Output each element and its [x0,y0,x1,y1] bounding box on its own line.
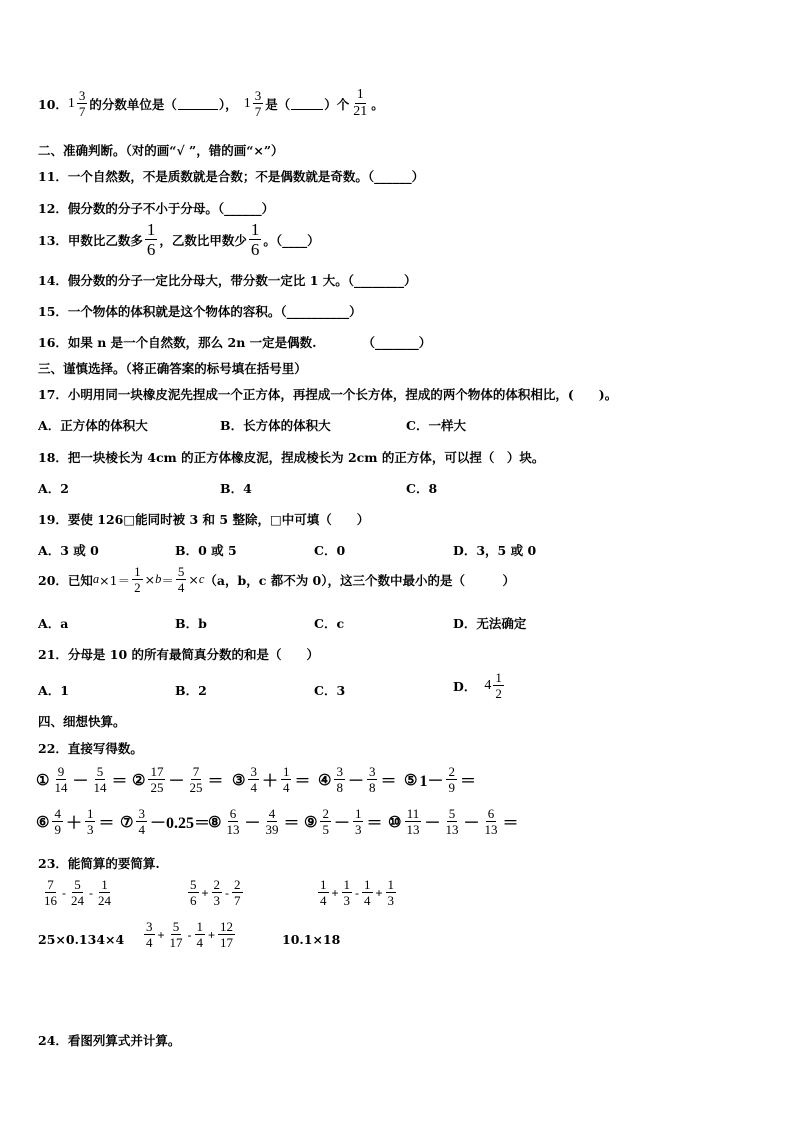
q22-item-4 [318,765,397,794]
numerator: 17 [150,764,164,779]
q20-text-1: 20．已知 [38,572,93,588]
operator: - [62,885,66,900]
numerator: 7 [47,877,54,892]
q22-item-10 [388,807,520,836]
numerator: 2 [213,877,221,892]
equals: ＝ [111,773,128,790]
question-24: 24．看图列算式并计算。 [38,1033,181,1048]
q13-text-3: 。（____） [263,232,320,248]
denominator: 25 [150,780,164,795]
q21-mixed-number [484,671,506,700]
answer-blank[interactable] [178,98,218,110]
numerator: 5 [96,764,104,779]
numerator: 2 [234,877,241,892]
denominator: 21 [353,104,368,119]
denominator: 24 [71,893,84,908]
denominator: 7 [234,893,241,908]
denominator: 17 [220,935,234,950]
q10-text-5: 。 [371,96,384,112]
denominator: 6 [146,240,156,259]
q22-item-9 [304,807,383,836]
q18-option-a[interactable]: A．2 [38,481,69,496]
variable-a: a [92,572,100,586]
q20-option-d[interactable]: D．无法确定 [453,616,527,631]
numerator: 5 [74,877,81,892]
question-20-stem [38,565,515,594]
operator: + [375,885,383,900]
item-number: ④ [318,770,332,789]
operator: + [208,927,216,942]
q23-expression-4: 25×0.134×4 [38,932,125,947]
operator: + [331,885,339,900]
equals: ＝ [294,773,311,790]
denominator: 4 [282,780,290,795]
q23-expression-3 [316,878,398,907]
denominator: 5 [322,822,329,837]
operator: ＋ [261,773,278,790]
q19-option-d[interactable]: D．3，5 或 0 [453,543,537,558]
q16-answer-blank: （_______） [362,335,432,350]
operator: + [157,927,165,942]
item-number: ⑧ [208,812,222,831]
variable-b: b [155,572,162,586]
denominator: 13 [484,822,498,837]
numerator: 5 [190,877,197,892]
denominator: 14 [93,780,107,795]
numerator: 3 [78,88,86,103]
operator: - [355,885,360,900]
q23-expression-1 [40,878,115,907]
denominator: 7 [254,104,262,119]
denominator: 3 [213,893,221,908]
q16-text: 16．如果 n 是一个自然数，那么 2n 一定是偶数. [38,335,317,350]
denominator: 3 [86,822,94,837]
numerator: 9 [57,764,65,779]
denominator: 8 [368,780,376,795]
item-number: ⑥ [36,812,50,831]
denominator: 4 [320,893,327,908]
section-4-heading: 四、细想快算。 [38,714,126,729]
q19-option-b[interactable]: B．0 或 5 [175,543,237,558]
denominator: 7 [78,104,86,119]
q22-item-6 [36,807,115,836]
numerator: 4 [54,806,61,821]
denominator: 17 [169,935,183,950]
denominator: 14 [54,780,68,795]
q10-text-3: 是（ [265,96,291,112]
numerator: 5 [172,919,180,934]
numerator: 3 [146,919,153,934]
q20-text-2: （a，b，c 都不为 0），这三个数中最小的是（ ） [204,572,515,588]
question-18-stem: 18．把一块棱长为 4cm 的正方体橡皮泥，捏成棱长为 2cm 的正方体，可以捏（ ）块。 [38,450,545,465]
q19-option-a[interactable]: A．3 或 0 [38,543,99,558]
numerator: 1 [387,877,395,892]
equals: ＝ [459,773,476,790]
operator: － [347,773,364,790]
denominator: 3 [354,822,362,837]
numerator: 1 [146,220,156,239]
question-15: 15．一个物体的体积就是这个物体的容积。（__________） [38,304,362,319]
whole-part: 4 [484,677,492,693]
operator: － [168,773,185,790]
numerator: 1 [134,564,141,579]
equals: ＝ [283,815,300,832]
numerator: 1 [495,670,502,685]
q22-item-1 [36,765,128,794]
q21-option-d[interactable] [453,671,506,700]
numerator: 3 [138,806,145,821]
numerator: 5 [448,806,456,821]
numerator: 5 [177,564,185,579]
q20-op-4: × [188,572,199,587]
section-2-heading: 二、准确判断。（对的画“√ ”，错的画“×”） [38,143,284,158]
q10-text-1: 的分数单位是（ [89,96,177,112]
q18-option-c[interactable]: C．8 [406,481,438,496]
operator: - [225,885,230,900]
question-23-title: 23．能简算的要简算. [38,856,160,871]
denominator: 9 [54,822,61,837]
numerator: 1 [101,877,108,892]
q19-option-c[interactable]: C．0 [314,543,346,558]
denominator: 4 [196,935,204,950]
q22-item-8 [208,807,300,836]
numerator: 3 [254,88,262,103]
numerator: 1 [250,220,260,239]
denominator: 13 [406,822,420,837]
numerator: 1 [320,877,327,892]
q21-option-c[interactable]: C．3 [314,683,346,698]
answer-blank[interactable] [291,98,323,110]
q10-text-4: ）个 [324,96,350,112]
operator: － [333,815,350,832]
q22-item-7 [120,807,211,836]
q23-expression-5 [142,920,237,949]
q20-option-b[interactable]: B．b [175,616,207,631]
question-21-stem: 21．分母是 10 的所有最简真分数的和是（ ） [38,647,319,662]
question-12: 12．假分数的分子不小于分母。（______） [38,201,275,216]
denominator: 13 [445,822,459,837]
denominator: 2 [134,580,141,595]
equals: ＝ [366,815,383,832]
q20-op-1: ×1＝ [99,572,131,588]
numerator: 3 [250,764,257,779]
question-11: 11．一个自然数，不是质数就是合数；不是偶数就是奇数。（______） [38,169,425,184]
numerator: 1 [354,806,362,821]
q10-mixed-number-2 [244,89,266,118]
denominator: 16 [44,893,57,908]
q20-op-2: × [144,572,156,587]
numerator: 3 [336,764,343,779]
q10-number: 10． [38,96,68,112]
operator: － [244,815,261,832]
q20-option-c[interactable]: C．c [314,616,345,631]
operator: － [463,815,480,832]
question-19-stem: 19．要使 126□能同时被 3 和 5 整除，□中可填（ ） [38,512,370,527]
q13-text-2: ，乙数比甲数少 [159,232,247,248]
denominator: 3 [387,893,395,908]
denominator: 6 [190,893,197,908]
q21-option-b[interactable]: B．2 [175,683,207,698]
question-13 [38,221,320,258]
q20-op-3: ＝ [161,572,174,588]
numerator: 11 [406,806,420,821]
numerator: 1 [364,877,371,892]
item-number: ⑨ [304,812,318,831]
q21-option-a[interactable]: A．1 [38,683,69,698]
denominator: 25 [189,780,203,795]
numerator: 6 [229,806,237,821]
equals: ＝ [98,815,115,832]
q22-item-2 [132,765,224,794]
item-number: ③ [232,770,246,789]
q10-text-2: ）， [218,96,238,112]
question-14: 14．假分数的分子一定比分母大，带分数一定比 1 大。（________） [38,273,417,288]
item-number: ⑤ [404,770,418,789]
denominator: 4 [364,893,371,908]
item-number: ⑩ [388,812,402,831]
question-10 [38,88,384,119]
question-17-stem: 17．小明用同一块橡皮泥先捏成一个正方体，再捏成一个长方体，捏成的两个物体的体积相比，( )。 [38,387,618,402]
item-number: ② [132,770,146,789]
operator: － [424,815,441,832]
equals: ＝ [380,773,397,790]
item-number: ① [36,770,50,789]
q23-expression-6: 10.1×18 [282,932,341,947]
denominator: 4 [177,580,185,595]
operator: - [89,885,93,900]
question-22-title: 22．直接写得数。 [38,741,143,756]
numerator: 2 [322,806,329,821]
whole-part: 1 [67,95,75,111]
denominator: 3 [343,893,351,908]
operand-and-operator: 1－ [419,773,444,790]
numerator: 12 [220,919,234,934]
variable-c: c [198,572,205,586]
q13-text-1: 13．甲数比乙数多 [38,232,143,248]
numerator: 7 [192,764,200,779]
operator: － [72,773,89,790]
numerator: 1 [196,919,204,934]
operator: + [201,885,209,900]
operator-and-operand: －0.25＝ [149,815,210,832]
operator: ＋ [65,815,82,832]
denominator: 4 [250,780,257,795]
numerator: 2 [448,764,455,779]
whole-part: 1 [243,95,251,111]
denominator: 6 [250,240,260,259]
denominator: 2 [495,686,502,701]
operator: - [187,927,192,942]
denominator: 9 [448,780,455,795]
q18-option-b[interactable]: B．4 [220,481,252,496]
equals: ＝ [502,815,519,832]
option-label: D． [453,678,477,694]
numerator: 1 [86,806,94,821]
numerator: 1 [343,877,351,892]
denominator: 13 [226,822,240,837]
q23-expression-2 [186,878,245,907]
q22-item-5 [404,765,477,794]
numerator: 4 [268,806,276,821]
numerator: 1 [282,764,290,779]
q22-item-3 [232,765,311,794]
numerator: 1 [356,87,364,102]
numerator: 6 [487,806,495,821]
q20-option-a[interactable]: A．a [38,616,69,631]
item-number: ⑦ [120,812,134,831]
denominator: 24 [98,893,111,908]
equals: ＝ [207,773,224,790]
q10-mixed-number-1 [68,89,90,118]
denominator: 4 [138,822,145,837]
denominator: 8 [336,780,343,795]
denominator: 39 [265,822,279,837]
question-16 [38,333,431,351]
denominator: 4 [146,935,153,950]
section-3-heading: 三、谨慎选择。（将正确答案的标号填在括号里） [38,361,307,376]
q17-option-b[interactable]: B．长方体的体积大 [220,418,331,433]
numerator: 3 [368,764,376,779]
q17-option-a[interactable]: A．正方体的体积大 [38,418,148,433]
q17-option-c[interactable]: C．一样大 [406,418,466,433]
